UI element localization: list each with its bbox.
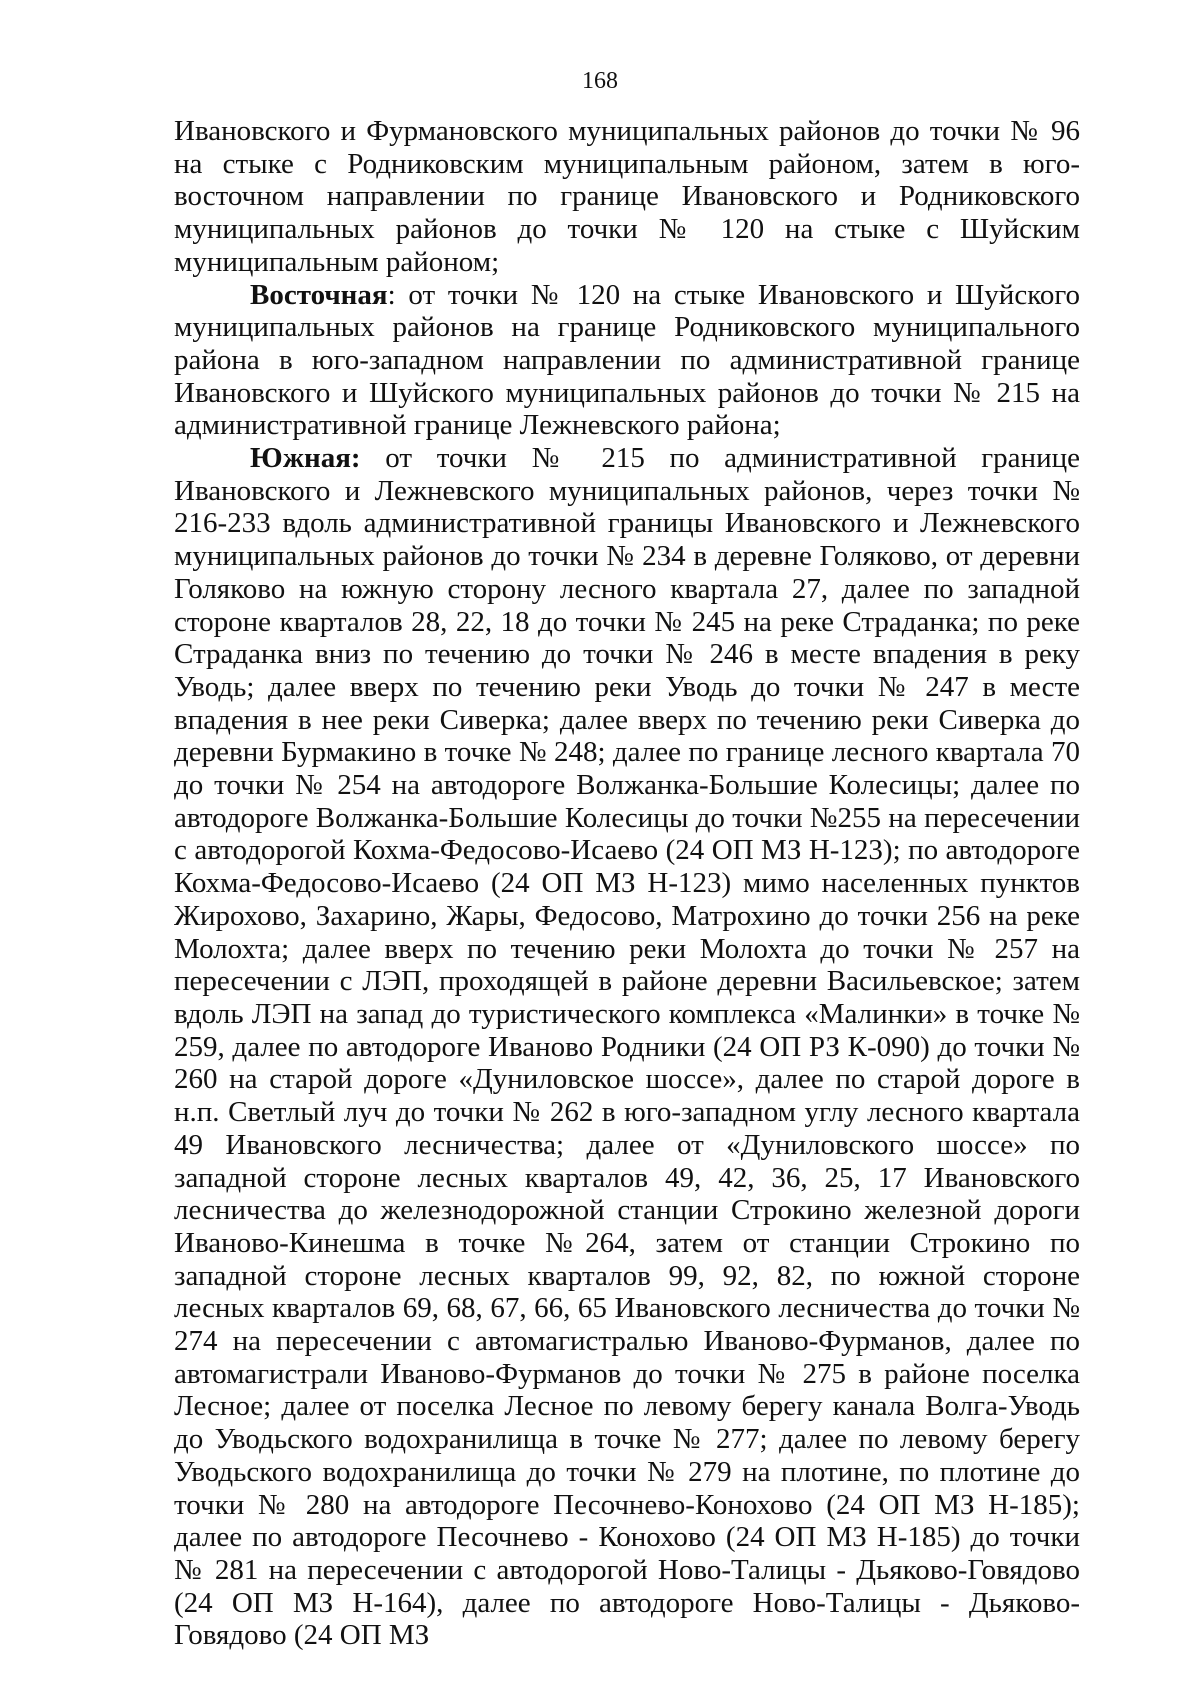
paragraph-text: от точки № 215 по административной границе Ивановского и Лежневского муниципальных районов, через точки № 216-233 вдоль административной границы Ивановского и Лежневского муниципальных районов до точки № 234 в деревне Голяково, от деревни Голяково на южную сторону лесного квартала 27, далее по западной стороне кварталов 28, 22, 18 до точки № 245 на реке Страданка; по реке Страданка вниз по течению до точки № 246 в месте впадения в реку Уводь; далее вверх по течению реки Уводь до точки № 247 в месте впадения в нее реки Сиверка; далее вверх по течению реки Сиверка до деревни Бурмакино в точке № 248; далее по границе лесного квартала 70 до точки № 254 на автодороге Волжанка-Большие Колесицы; далее по автодороге Волжанка-Большие Колесицы до точки №255 на пересечении с автодорогой Кохма-Федосово-Исаево (24 ОП МЗ Н-123); по автодороге Кохма-Федосово-Исаево (24 ОП МЗ Н-123) мимо населенных пунктов Жирохово, Захарино, Жары, Федосово, Матрохино до точки 256 на реке Молохта; далее вверх по течению реки Молохта до точки № 257 на пересечении с ЛЭП, проходящей в районе деревни Васильевское; затем вдоль ЛЭП на запад до туристического комплекса «Малинки» в точке № 259, далее по автодороге Иваново Родники (24 ОП РЗ К-090) до точки № 260 на старой дороге «Дуниловское шоссе», далее по старой дороге в н.п. Светлый луч до точки № 262 в юго-западном углу лесного квартала 49 Ивановского лесничества; далее от «Дуниловского шоссе» по западной стороне лесных кварталов 49, 42, 36, 25, 17 Ивановского лесничества до железнодорожной станции Строкино железной дороги Иваново-Кинешма в точке №264, затем от станции Строкино по западной стороне лесных кварталов 99, 92, 82, по южной стороне лесных кварталов 69, 68, 67, 66, 65 Ивановского лесничества до точки № 274 на пересечении с автомагистралью Иваново-Фурманов, далее по автомагистрали Иваново-Фурманов до точки № 275 в районе поселка Лесное; далее от поселка Лесное по левому берегу канала Волга-Уводь до Уводьского водохранилища в точке № 277; далее по левому берегу Уводьского водохранилища до точки № 279 на плотине, по плотине до точки № 280 на автодороге Песочнево-Конохово (24 ОП МЗ Н-185); далее по автодороге Песочнево - Конохово (24 ОП МЗ Н-185) до точки № 281 на пересечении с автодорогой Ново-Талицы - Дьяково-Говядово (24 ОП МЗ Н-164), далее по автодороге Ново-Талицы - Дьяково-Говядово (24 ОП МЗ: [174, 442, 1080, 1652]
paragraph-continuation: [174, 115, 1080, 279]
paragraph-south-boundary: [174, 442, 1080, 1652]
south-boundary-heading: Южная:: [250, 442, 361, 475]
paragraph-text: Ивановского и Фурмановского муниципальных районов до точки № 96 на стыке с Родниковским муниципальным районом, затем в юго-восточном направлении по границе Ивановского и Родниковского муниципальных районов до точки № 120 на стыке с Шуйским муниципальным районом;: [174, 115, 1080, 278]
paragraph-east-boundary: [174, 279, 1080, 443]
paragraph-text: : от точки № 120 на стыке Ивановского и Шуйского муниципальных районов на границе Родниковского муниципального района в юго-западном направлении по административной границе Ивановского и Шуйского муниципальных районов до точки № 215 на административной границе Лежневского района;: [174, 278, 1080, 442]
east-boundary-heading: Восточная: [250, 278, 388, 311]
page-number: 168: [582, 68, 618, 94]
document-body: [174, 115, 1080, 1652]
